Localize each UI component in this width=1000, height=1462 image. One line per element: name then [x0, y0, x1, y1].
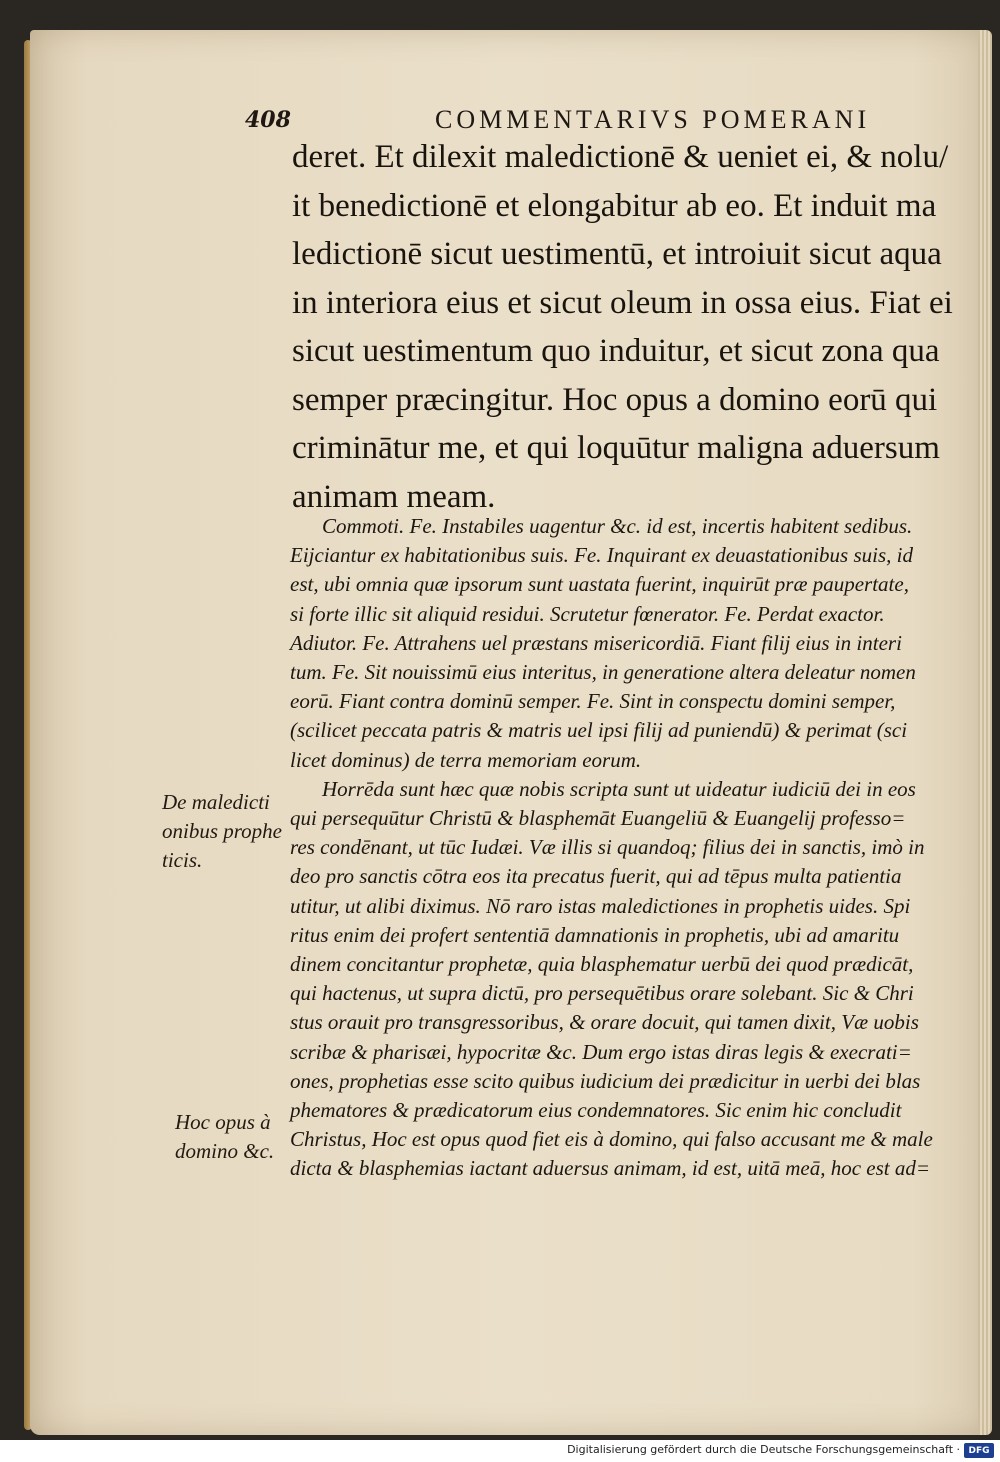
funding-credit: Digitalisierung gefördert durch die Deutsche Forschungsgemeinschaft ·	[567, 1443, 960, 1456]
commentary-line: qui hactenus, ut supra dictū, pro persequētibus orare solebant. Sic & Chri	[290, 981, 914, 1006]
commentary-line: eorū. Fiant contra dominū semper. Fe. Sint in conspectu domini semper,	[290, 689, 896, 714]
commentary-line: Eijciantur ex habitationibus suis. Fe. Inquirant ex deuastationibus suis, id	[290, 543, 913, 568]
page-number: 408	[245, 107, 291, 133]
commentary-block	[290, 512, 950, 1184]
commentary-line: dicta & blasphemias iactant aduersus animam, id est, uitā meā, hoc est ad=	[290, 1156, 931, 1181]
commentary-line: res condēnant, ut tūc Iudæi. Væ illis si quandoq; filius dei in sanctis, imò in	[290, 835, 925, 860]
text-line: deret. Et dilexit maledictionē & ueniet ei, & nolu/	[292, 139, 949, 175]
text-line: animam meam.	[292, 478, 496, 515]
marginal-line: ticis.	[162, 848, 203, 872]
marginal-note-maledictions	[162, 788, 292, 875]
commentary-line: stus orauit pro transgressoribus, & orare docuit, qui tamen dixit, Væ uobis	[290, 1010, 919, 1035]
marginal-line: De maledicti	[162, 790, 270, 814]
text-line: criminātur me, et qui loquūtur maligna aduersum	[292, 430, 940, 466]
commentary-line: phematores & prædicatorum eius condemnatores. Sic enim hic concludit	[290, 1098, 902, 1123]
marginal-line: domino &c.	[175, 1139, 275, 1163]
commentary-line: licet dominus) de terra memoriam eorum.	[290, 747, 642, 772]
commentary-line: tum. Fe. Sit nouissimū eius interitus, in generatione altera deleatur nomen	[290, 660, 916, 685]
commentary-line: Christus, Hoc est opus quod fiet eis à domino, qui falso accusant me & male	[290, 1127, 933, 1152]
psalm-text	[292, 133, 952, 521]
commentary-line: Adiutor. Fe. Attrahens uel præstans misericordiā. Fiant filij eius in interi	[290, 630, 902, 655]
text-line: it benedictionē et elongabitur ab eo. Et induit ma	[292, 187, 937, 224]
dfg-logo-icon: DFG	[964, 1443, 994, 1458]
commentary-line: scribæ & pharisæi, hypocritæ &c. Dum ergo istas diras legis & execrati=	[290, 1039, 912, 1064]
commentary-line: deo pro sanctis cōtra eos ita precatus fuerit, qui ad tēpus multa patientia	[290, 864, 902, 889]
commentary-line: utitur, ut alibi diximus. Nō raro istas maledictiones in prophetis uides. Spi	[290, 893, 911, 918]
commentary-line: Horrēda sunt hæc quæ nobis scripta sunt ut uideatur iudiciū dei in eos	[322, 776, 916, 801]
commentary-line: ones, prophetias esse scito quibus iudicium dei prædicitur in uerbi dei blas	[290, 1068, 921, 1093]
text-line: ledictionē sicut uestimentū, et introiuit sicut aqua	[292, 236, 942, 272]
commentary-line: qui persequūtur Christū & blasphemāt Euangeliū & Euangelij professo=	[290, 806, 906, 831]
commentary-line: dinem concitantur prophetæ, quia blasphematur uerbū dei quod prædicāt,	[290, 952, 914, 977]
text-line: in interiora eius et sicut oleum in ossa eius. Fiat ei	[292, 284, 953, 321]
commentary-line: est, ubi omnia quæ ipsorum sunt uastata fuerint, inquirūt præ paupertate,	[290, 572, 909, 597]
commentary-line: ritus enim dei profert sententiā damnationis in prophetis, ubi ad amaritu	[290, 922, 900, 947]
marginal-line: Hoc opus à	[175, 1110, 271, 1134]
marginal-line: onibus prophe	[162, 819, 282, 843]
running-head: COMMENTARIVS POMERANI	[435, 105, 871, 134]
commentary-line: Commoti. Fe. Instabiles uagentur &c. id est, incertis habitent sedibus.	[322, 514, 913, 538]
page-stack-edge	[978, 30, 992, 1435]
commentary-line: si forte illic sit aliquid residui. Scrutetur fœnerator. Fe. Perdat exactor.	[290, 601, 885, 626]
commentary-line: (scilicet peccata patris & matris uel ipsi filij ad puniendū) & perimat (sci	[290, 718, 908, 743]
text-line: sicut uestimentum quo induitur, et sicut zona qua	[292, 333, 940, 369]
marginal-note-hoc-opus	[175, 1108, 305, 1166]
text-line: semper præcingitur. Hoc opus a domino eorū qui	[292, 381, 938, 418]
footer-bar	[0, 1440, 1000, 1462]
